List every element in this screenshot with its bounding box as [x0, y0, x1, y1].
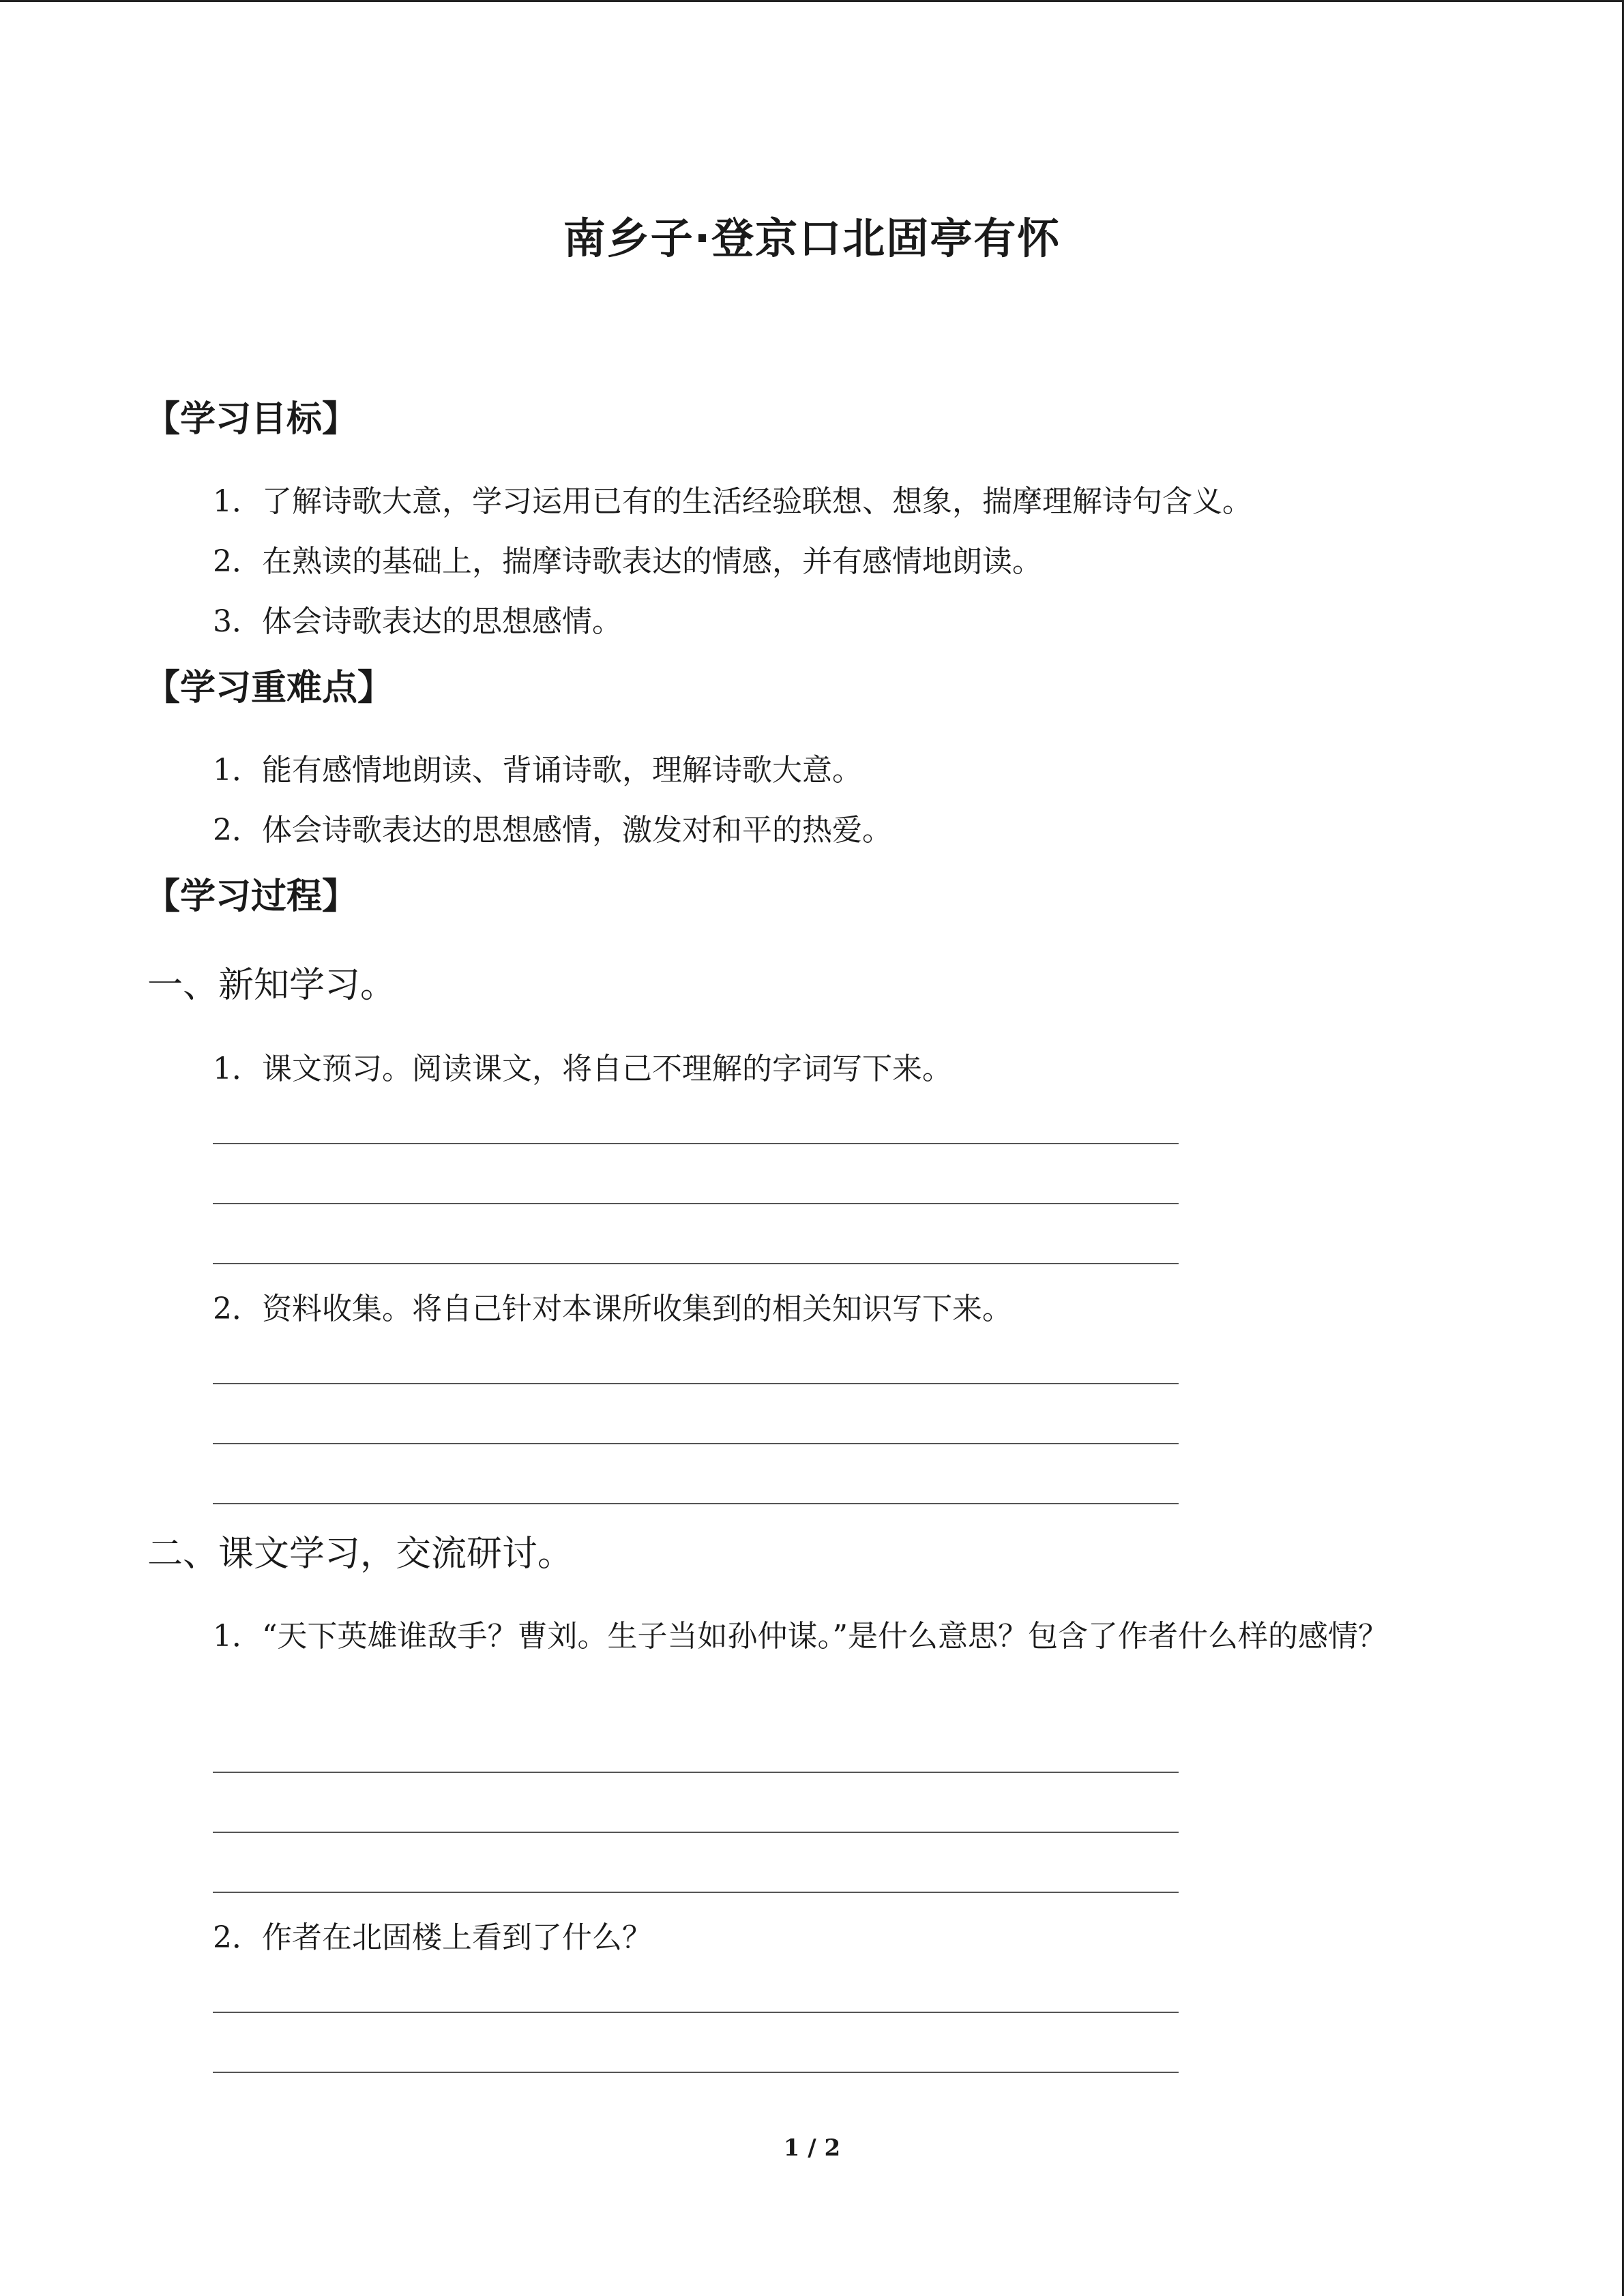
answer-line[interactable] [213, 1143, 1179, 1144]
part2-question-2: 2．作者在北固楼上看到了什么？ [213, 1920, 652, 1955]
process-heading: 【学习过程】 [145, 876, 358, 917]
key-point-item-1: 1．能有感情地朗读、背诵诗歌，理解诗歌大意。 [213, 753, 862, 788]
part2-question-1: 1．“天下英雄谁敌手？曹刘。生子当如孙仲谋。”是什么意思？包含了作者什么样的感情？ [213, 1619, 1388, 1654]
answer-line[interactable] [213, 1203, 1179, 1204]
part2-heading: 二、课文学习，交流研讨。 [147, 1534, 574, 1575]
objective-item-2: 2．在熟读的基础上，揣摩诗歌表达的情感，并有感情地朗读。 [213, 544, 1042, 579]
answer-line[interactable] [213, 1503, 1179, 1504]
page-title: 南乡子·登京口北固亭有怀 [563, 213, 1061, 263]
part1-question-1: 1．课文预习。阅读课文，将自己不理解的字词写下来。 [213, 1052, 952, 1086]
answer-line[interactable] [213, 2012, 1179, 2013]
answer-line[interactable] [213, 1383, 1179, 1384]
objective-item-3: 3．体会诗歌表达的思想感情。 [213, 604, 622, 639]
page-number: 1 / 2 [783, 2134, 841, 2162]
answer-line[interactable] [213, 2072, 1179, 2073]
page-border-top [0, 0, 1624, 2]
answer-line[interactable] [213, 1263, 1179, 1264]
key-point-item-2: 2．体会诗歌表达的思想感情，激发对和平的热爱。 [213, 813, 892, 848]
part1-question-2: 2．资料收集。将自己针对本课所收集到的相关知识写下来。 [213, 1292, 1012, 1326]
objective-item-1: 1．了解诗歌大意，学习运用已有的生活经验联想、想象，揣摩理解诗句含义。 [213, 484, 1252, 519]
answer-line[interactable] [213, 1772, 1179, 1773]
objectives-heading: 【学习目标】 [145, 399, 358, 440]
answer-line[interactable] [213, 1892, 1179, 1893]
answer-line[interactable] [213, 1443, 1179, 1444]
part1-heading: 一、新知学习。 [147, 965, 396, 1006]
key-points-heading: 【学习重难点】 [145, 668, 394, 709]
answer-line[interactable] [213, 1832, 1179, 1833]
